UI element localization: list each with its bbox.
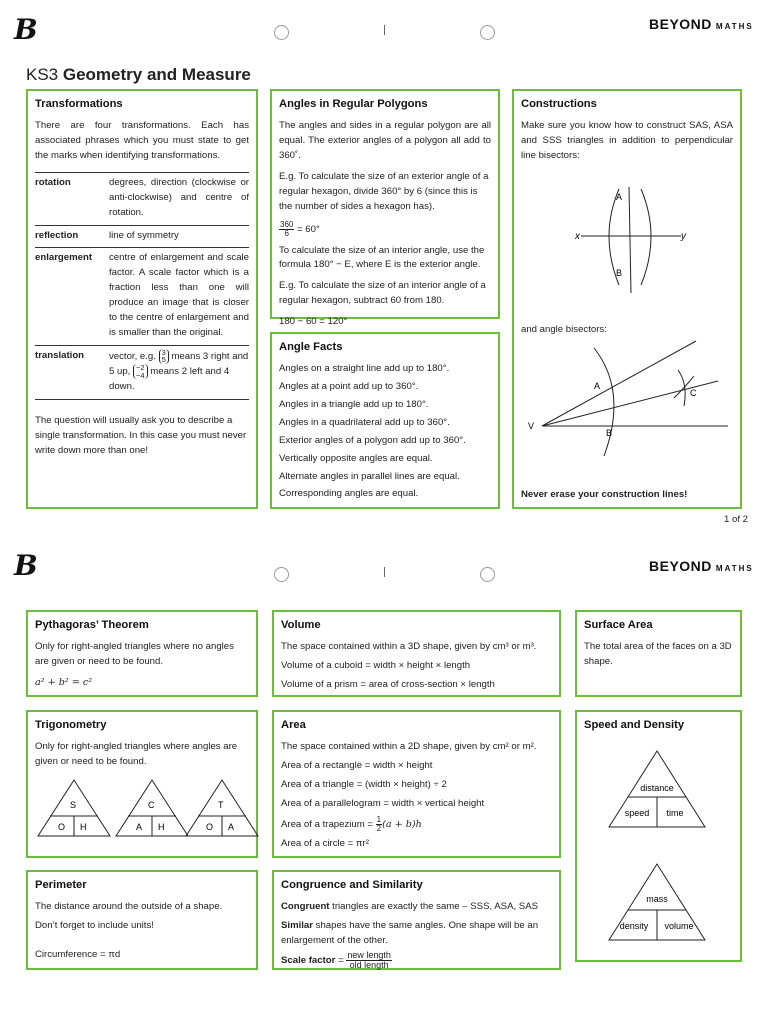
table-row: reflection line of symmetry <box>35 225 249 248</box>
list-item: Angles on a straight line add up to 180°. <box>279 363 450 375</box>
svg-text:A: A <box>616 192 623 202</box>
punch-hole <box>480 567 495 582</box>
svg-text:C: C <box>148 800 155 810</box>
svg-text:A: A <box>228 822 235 832</box>
perpendicular-bisector-diagram <box>521 169 735 309</box>
logo: B <box>14 13 38 46</box>
svg-text:A: A <box>594 381 601 391</box>
svg-text:mass: mass <box>646 894 668 904</box>
constructions-title: Constructions <box>521 98 597 110</box>
construction-warning: Never erase your construction lines! <box>521 489 688 500</box>
list-item: Alternate angles in parallel lines are equal. <box>279 470 460 482</box>
punch-hole <box>480 25 495 40</box>
svg-text:A: A <box>136 822 143 832</box>
volume-panel: Volume The space contained within a 3D shape, given by cm³ or m³. Volume of a cuboid = width × height × length Volume of a prism = area of cross-section × length <box>272 610 561 697</box>
brand-logo: BEYOND MATHS <box>649 558 754 574</box>
svg-text:V: V <box>528 421 535 431</box>
transformations-outro: The question will usually ask you to describe a single transformation. In this case you must never write down more than one! <box>35 415 247 456</box>
surface-area-panel: Surface Area The total area of the faces on a 3D shape. <box>575 610 742 697</box>
angle-facts-title: Angle Facts <box>279 341 343 353</box>
page-number: 1 of 2 <box>724 514 749 525</box>
svg-text:T: T <box>218 800 224 810</box>
punch-hole <box>274 25 289 40</box>
angle-bisector-diagram <box>518 336 738 466</box>
svg-text:H: H <box>158 822 165 832</box>
svg-text:C: C <box>690 388 697 398</box>
polygons-panel: Angles in Regular Polygons The angles and sides in a regular polygon are all equal. The exterior angles of a polygon all add to 360˚. E.g. To calculate the size of an exterior angle of a regular hexagon, divide 360° by 6 (since this is the number of sides a hexagon has). $\frac{360}{6}$ = 60° To calculate the size of an interior angle, use the formula 180° − E, where E is the exterior angle. E.g. To calculate the size of an interior angle of a regular hexagon, subtract 60 from 180. 180 − 60 = 120° <box>270 89 500 319</box>
constructions-panel: Constructions Make sure you know how to construct SAS, ASA and SSS triangles in addition to perpendicular line bisectors: A B x y and angle bisectors: V A B C Never erase your construction lines! <box>512 89 742 509</box>
density-triangle <box>607 862 707 942</box>
list-item: Corresponding angles are equal. <box>279 488 419 500</box>
divider-tick <box>384 567 385 577</box>
area-panel: Area The space contained within a 2D shape, given by cm² or m². Area of a rectangle = width × height Area of a triangle = (width × height) ÷ 2 Area of a parallelogram = width × vertical height Area of a trapezium = $\frac{1}{2}$ (a + b)h Area of a circle = πr² <box>272 710 561 858</box>
punch-hole <box>274 567 289 582</box>
transformations-intro: There are four transformations. Each has associated phrases which you must state to get the marks when identifying transformations. <box>35 120 249 162</box>
trigonometry-panel: Trigonometry Only for right-angled triangles where angles are given or need to be found. S O H C A H T O A <box>26 710 258 858</box>
svg-text:S: S <box>70 800 77 810</box>
transformations-title: Transformations <box>35 98 123 110</box>
list-item: Angles in a quadrilateral add up to 360°. <box>279 416 450 428</box>
svg-text:y: y <box>681 231 686 242</box>
svg-text:density: density <box>619 921 649 931</box>
polygons-title: Angles in Regular Polygons <box>279 98 428 110</box>
congruence-panel: Congruence and Similarity Congruent triangles are exactly the same – SSS, ASA, SAS Similar shapes have the same angles. One shape will be an enlargement of the other. Scale factor = $\frac{\text{new length}}{\text{old length}}$ <box>272 870 561 970</box>
vector: 3 5 <box>159 349 169 364</box>
list-item: Angles at a point add up to 360°. <box>279 381 419 393</box>
perimeter-panel: Perimeter The distance around the outside of a shape. Don’t forget to include units! Circumference = πd <box>26 870 258 970</box>
svg-text:x: x <box>575 231 580 242</box>
angle-facts-panel <box>270 332 500 509</box>
svg-text:B: B <box>616 268 623 278</box>
trig-triangles <box>34 778 254 840</box>
svg-text:B: B <box>606 428 613 438</box>
fraction: $\frac{360}{6}$ <box>280 219 294 238</box>
list-item: Exterior angles of a polygon add up to 360°. <box>279 434 466 446</box>
vector: −2 −4 <box>133 364 148 379</box>
svg-text:O: O <box>58 822 66 832</box>
svg-text:volume: volume <box>664 921 694 931</box>
svg-text:distance: distance <box>640 783 674 793</box>
svg-text:O: O <box>206 822 214 832</box>
svg-text:speed: speed <box>624 808 650 818</box>
transformations-table <box>35 172 249 400</box>
pythagoras-panel: Pythagoras’ Theorem Only for right-angled triangles where no angles are given or need to be found. a² + b² = c² <box>26 610 258 697</box>
divider-tick <box>384 25 385 35</box>
table-row: rotation degrees, direction (clockwise or anti-clockwise) and centre of rotation. <box>35 172 249 225</box>
svg-text:time: time <box>666 808 684 818</box>
list-item: Angles in a triangle add up to 180°. <box>279 399 429 411</box>
table-row: enlargement centre of enlargement and scale factor. A scale factor which is a fraction less than one will produce an image that is closer to the centre of enlargement and is smaller than the original. <box>35 248 249 345</box>
page-title: KS3 Geometry and Measure <box>26 65 251 84</box>
logo: B <box>14 549 38 582</box>
table-row: translation vector, e.g. 3 5 means 3 right and 5 up, −2 −4 means 2 left and 4 down. <box>35 345 249 400</box>
svg-text:H: H <box>80 822 87 832</box>
speed-density-panel: Speed and Density distance speed time mass density volume <box>575 710 742 962</box>
list-item: Vertically opposite angles are equal. <box>279 452 433 464</box>
brand-logo: BEYOND MATHS <box>649 16 754 32</box>
speed-triangle <box>607 749 707 829</box>
pythagoras-formula: a² + b² = c² <box>35 677 93 689</box>
transformations-panel <box>26 89 258 509</box>
